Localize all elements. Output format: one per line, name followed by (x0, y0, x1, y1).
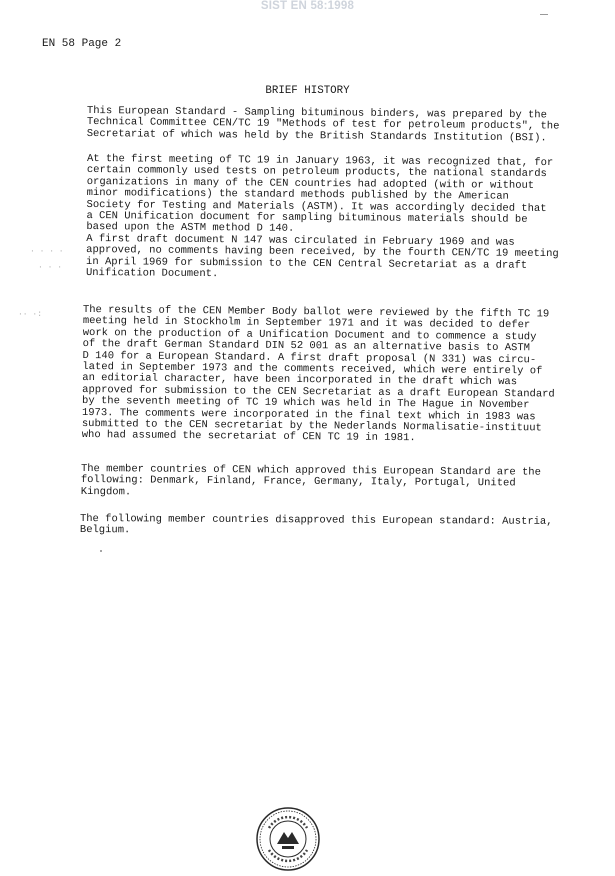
paragraph-intro: This European Standard - Sampling bituminous binders, was prepared by the Technical Committee CEN/TC 19 "Methods of test for petroleum products", the Secretariat of which was held by the British Standards Institution (BSI). (86, 105, 560, 145)
paragraph-first-meeting: At the first meeting of TC 19 in January 1963, it was recognized that, for certain commonly used tests on petroleum products, the national standards organizations in many of the CEN countries had adopted (with or without minor modifications) the standard methods published by the American Society for Testing and Materials (ASTM). It was accordingly decided that a CEN Unification document for sampling bituminous materials should be based upon the ASTM method D 140. A first draft document N 147 was circulated in February 1969 and was approved, no comments having been received, by the fourth CEN/TC 19 meeting in April 1969 for submission to the CEN Central Secretariat as a draft Unification Document. (85, 153, 559, 281)
margin-smudge: · · · (38, 263, 63, 272)
paragraph-disapproving-members: The following member countries disapproved this European standard: Austria, Belgium. (79, 513, 553, 537)
margin-smudge: · · · · (30, 247, 64, 256)
speck (100, 550, 102, 552)
paragraph-approving-members: The member countries of CEN which approved this European Standard are the following: Denmark, Finland, France, Germany, Italy, Portugal, United Kingdom. (80, 463, 541, 499)
corner-mark (540, 14, 548, 15)
margin-smudge: ·· ·: (18, 310, 43, 319)
page-title: BRIEF HISTORY (265, 85, 350, 97)
page-header: EN 58 Page 2 (42, 38, 122, 50)
paragraph-ballot-results: The results of the CEN Member Body ballot were reviewed by the fifth TC 19 meeting held in Stockholm in September 1971 and it was decided to defer work on the production of a Unification Document and to commence a study of the draft German Standard DIN 52 001 as an alternative basis to ASTM D 140 for a European Standard. A first draft proposal (N 331) was circu- lated in September 1973 and the comments received, which were entirely of an editorial character, have been incorporated in the draft which was approved for submission to the CEN Secretariat as a draft European Standard by the seventh meeting of TC 19 which was held in The Hague in November 1973. The comments were incorporated in the final text which in 1983 was submitted to the CEN secretariat by the Nederlands Normalisatie-instituut who had assumed the secretariat of CEN TC 19 in 1981. (81, 304, 555, 445)
seal-stamp-icon (255, 806, 321, 872)
watermark: SIST EN 58:1998 (260, 0, 355, 12)
